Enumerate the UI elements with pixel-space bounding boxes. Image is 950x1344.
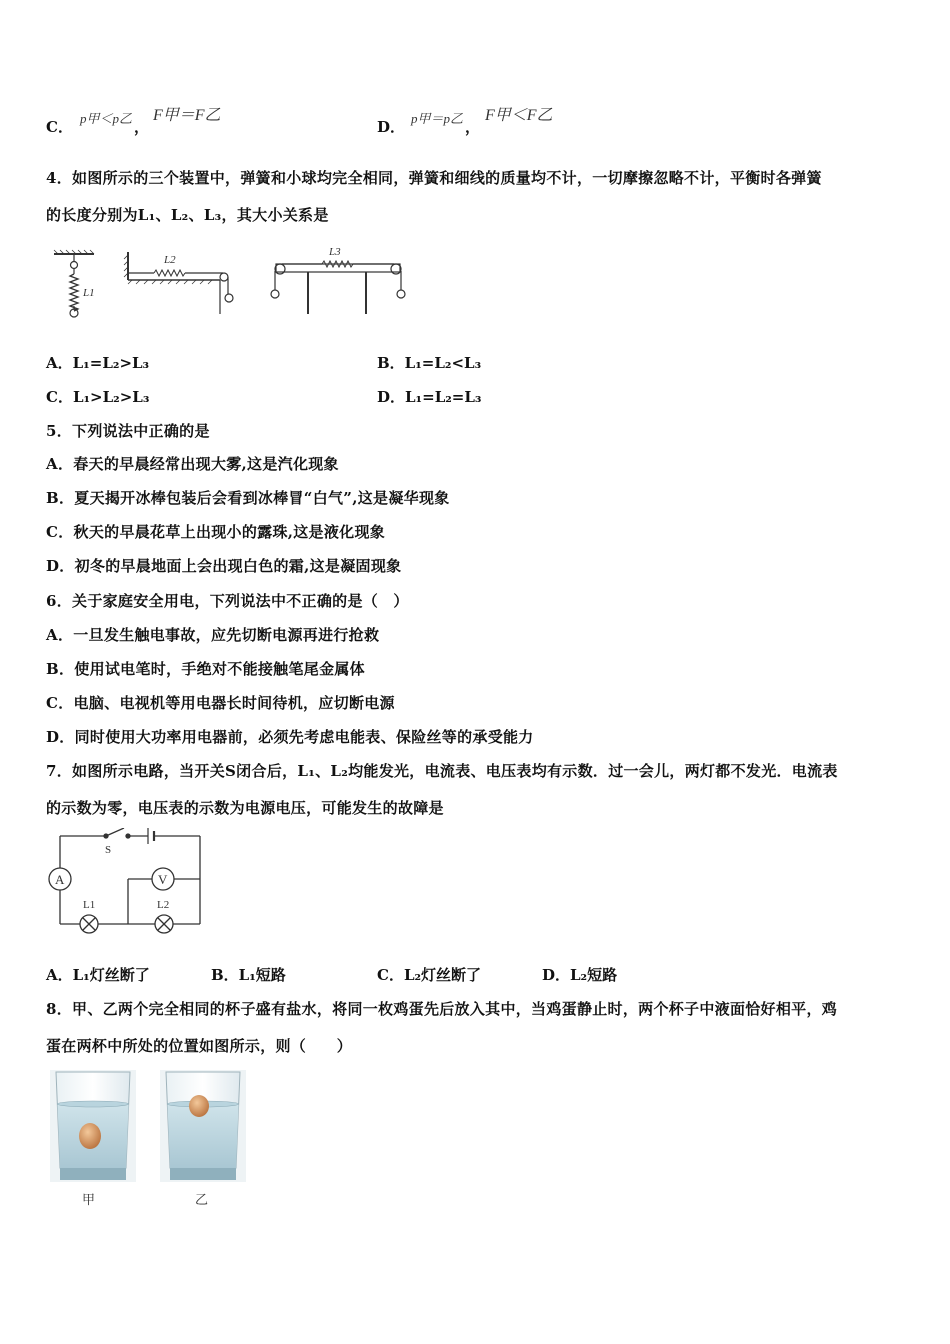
- q8-cup-label-jia: 甲: [82, 1193, 96, 1208]
- q7-label-lamp2: L2: [157, 899, 170, 911]
- q4-device-1: [54, 250, 94, 317]
- q4-label-l3: L3: [329, 246, 341, 258]
- q7-stem-line2: 的示数为零，电压表的示数为电源电压，可能发生的故障是: [46, 799, 444, 817]
- q8-cups-figure: [46, 1068, 250, 1188]
- q7-stem-line1: 7．如图所示电路，当开关S闭合后，L₁、L₂均能发光，电流表、电压表均有示数．过一会儿，两灯都不发光．电流表: [46, 762, 838, 780]
- q4-label-l2: L2: [164, 254, 176, 266]
- q8-cup-yi: [160, 1070, 246, 1182]
- q7-label-lamp1: L1: [83, 899, 96, 911]
- q6-option-d: D．同时使用大功率用电器前，必须先考虑电能表、保险丝等的承受能力: [46, 728, 534, 746]
- q4-stem-line2: 的长度分别为L₁、L₂、L₃，其大小关系是: [46, 206, 329, 224]
- q5-option-b: B．夏天揭开冰棒包装后会看到冰棒冒“白气”,这是凝华现象: [46, 489, 450, 507]
- q6-option-b: B．使用试电笔时，手绝对不能接触笔尾金属体: [46, 660, 365, 678]
- q8-cup-label-yi: 乙: [195, 1193, 209, 1208]
- q4-label-l1: L1: [83, 287, 95, 299]
- q8-stem-line1: 8．甲、乙两个完全相同的杯子盛有盐水，将同一枚鸡蛋先后放入其中，当鸡蛋静止时，两个杯子中液面恰好相平，鸡: [46, 1000, 838, 1018]
- q4-option-b: B．L₁=L₂<L₃: [377, 354, 482, 372]
- q7-label-voltmeter: V: [158, 872, 168, 887]
- q3-option-c-letter: C．: [46, 118, 73, 136]
- q5-option-c: C．秋天的早晨花草上出现小的露珠,这是液化现象: [46, 523, 386, 541]
- q7-option-c: C．L₂灯丝断了: [377, 966, 482, 984]
- q4-option-d: D．L₁=L₂=L₃: [377, 388, 482, 406]
- q7-circuit-diagram: [46, 828, 206, 938]
- q5-option-d: D．初冬的早晨地面上会出现白色的霜,这是凝固现象: [46, 557, 402, 575]
- q3-option-d-sep: ，: [465, 118, 481, 136]
- q7-label-switch: S: [105, 844, 112, 856]
- q6-option-c: C．电脑、电视机等用电器长时间待机，应切断电源: [46, 694, 395, 712]
- q7-option-d: D．L₂短路: [542, 966, 618, 984]
- q7-option-a: A．L₁灯丝断了: [46, 966, 150, 984]
- q8-cup-jia: [50, 1070, 136, 1182]
- q4-option-c: C．L₁>L₂>L₃: [46, 388, 150, 406]
- q7-option-b: B．L₁短路: [211, 966, 286, 984]
- q7-label-ammeter: A: [55, 872, 65, 887]
- q4-stem-line1: 4．如图所示的三个装置中，弹簧和小球均完全相同，弹簧和细线的质量均不计，一切摩擦忽略不计，平衡时各弹簧: [46, 169, 822, 187]
- q8-stem-line2: 蛋在两杯中所处的位置如图所示，则（ ）: [46, 1037, 353, 1055]
- q3-option-c-force: F甲＝F乙: [153, 107, 221, 124]
- q4-option-a: A．L₁=L₂>L₃: [46, 354, 150, 372]
- q4-device-2: [124, 252, 233, 314]
- q3-option-d-letter: D．: [377, 118, 406, 136]
- q4-device-3: [271, 261, 405, 314]
- q5-stem: 5．下列说法中正确的是: [46, 422, 210, 440]
- q6-stem: 6．关于家庭安全用电，下列说法中不正确的是（ ）: [46, 592, 409, 610]
- q3-option-c-pressure: p甲＜p乙: [80, 111, 133, 126]
- q3-option-c-sep: ，: [134, 118, 150, 136]
- q3-option-d-force: F甲＜F乙: [485, 107, 553, 124]
- q5-option-a: A．春天的早晨经常出现大雾,这是汽化现象: [46, 455, 339, 473]
- q3-option-d-pressure: p甲＝p乙: [411, 111, 464, 126]
- q6-option-a: A．一旦发生触电事故，应先切断电源再进行抢救: [46, 626, 380, 644]
- q4-spring-figure: [48, 240, 413, 322]
